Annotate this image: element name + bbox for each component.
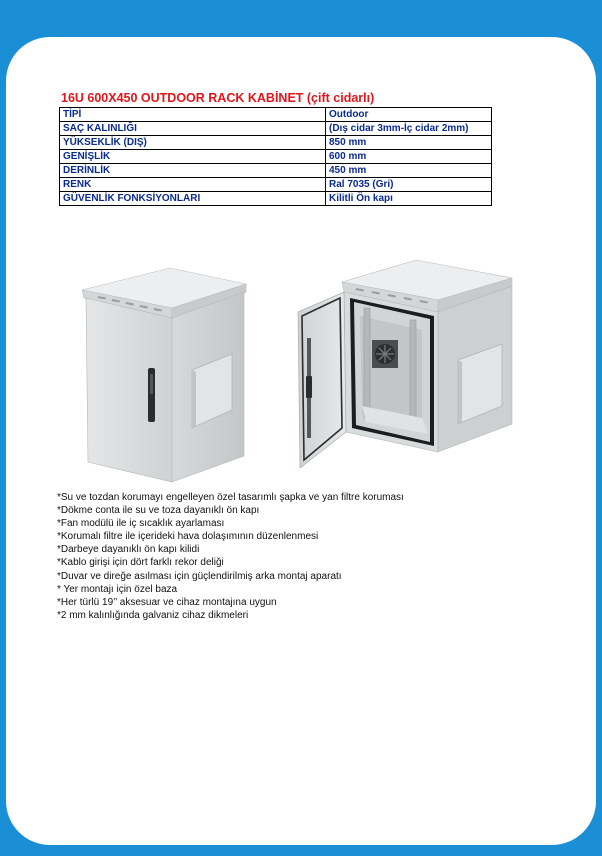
feature-item: *Dökme conta ile su ve toza dayanıklı ön kapı — [57, 505, 260, 517]
spec-row — [60, 192, 492, 206]
spec-value: 850 mm — [326, 136, 492, 150]
spec-value: Kilitli Ön kapı — [326, 192, 492, 206]
spec-row — [60, 108, 492, 122]
spec-label: GENİŞLİK — [60, 150, 326, 164]
spec-label: TİPİ — [60, 108, 326, 122]
spec-value: Outdoor — [326, 108, 492, 122]
feature-item: *Su ve tozdan korumayı engelleyen özel tasarımlı şapka ve yan filtre koruması — [57, 492, 404, 503]
spec-label: YÜKSEKLİK (DIŞ) — [60, 136, 326, 150]
feature-item: *Korumalı filtre ile içerideki hava dolaşımının düzenlenmesi — [57, 531, 319, 543]
spec-table — [59, 107, 492, 206]
spec-value: 450 mm — [326, 164, 492, 178]
product-title: 16U 600X450 OUTDOOR RACK KABİNET (çift cidarlı) — [61, 91, 375, 105]
spec-value: (Dış cidar 3mm-İç cidar 2mm) — [326, 122, 492, 136]
spec-row — [60, 136, 492, 150]
feature-list — [57, 491, 404, 622]
spec-row — [60, 178, 492, 192]
spec-label: DERİNLİK — [60, 164, 326, 178]
spec-label: RENK — [60, 178, 326, 192]
spec-label: SAÇ KALINLIĞI — [60, 122, 326, 136]
spec-label: GÜVENLİK FONKSİYONLARI — [60, 192, 326, 206]
cabinet-closed-image — [80, 266, 252, 484]
spec-value: Ral 7035 (Gri) — [326, 178, 492, 192]
feature-item: *Her türlü 19’’ aksesuar ve cihaz montajına uygun — [57, 596, 277, 608]
feature-item: *Kablo girişi için dört farklı rekor deliği — [57, 557, 224, 569]
spec-value: 600 mm — [326, 150, 492, 164]
spec-row — [60, 150, 492, 164]
spec-row — [60, 122, 492, 136]
feature-item: *2 mm kalınlığında galvaniz cihaz dikmeleri — [57, 609, 249, 621]
feature-item: * Yer montajı için özel baza — [57, 583, 178, 595]
feature-item: *Fan modülü ile iç sıcaklık ayarlaması — [57, 518, 225, 530]
cabinet-open-image — [290, 256, 520, 470]
feature-item: *Darbeye dayanıklı ön kapı kilidi — [57, 544, 200, 556]
feature-item: *Duvar ve direğe asılması için güçlendirilmiş arka montaj aparatı — [57, 570, 342, 582]
spec-row — [60, 164, 492, 178]
